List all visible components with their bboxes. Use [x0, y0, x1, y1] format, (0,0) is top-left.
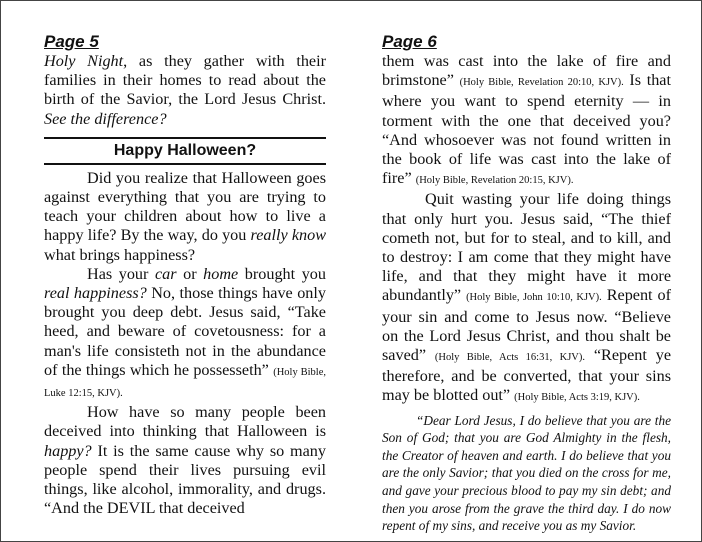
- intro-paragraph: Holy Night, as they gather with their families in their homes to read about the birth of the Savior, the Lord Jesus Christ. See the difference?: [44, 52, 326, 128]
- scripture-reference: (Holy Bible, Revelation 20:15, KJV).: [415, 175, 574, 187]
- scripture-reference: (Holy Bible, Revelation 20:10, KJV).: [459, 77, 624, 89]
- page-label-left: Page 5: [44, 32, 99, 51]
- scripture-reference: (Holy Bible, John 10:10, KJV).: [466, 292, 602, 304]
- prayer-paragraph: “Dear Lord Jesus, I do believe that you are the Son of God; that you are God Almighty in the flesh, the Creator of heaven and earth. I do believe that you are the only Savior; that you died on the cross for me, and gave your precious blood to pay my sin debt; and then you arose from the grave the third day. I do now repent of my sins, and receive you as my Savior.: [382, 412, 671, 534]
- page-label-right: Page 6: [382, 32, 437, 51]
- scripture-reference: (Holy Bible, Luke 12:15, KJV).: [44, 366, 326, 400]
- paragraph-deceived: How have so many people been deceived into thinking that Halloween is happy? It is the same cause why so many people spend their lives pursuing evil things, like alcohol, immorality, and drugs. “And the DEVIL that deceived: [44, 403, 326, 518]
- right-page: [382, 33, 671, 535]
- scripture-reference: (Holy Bible, Acts 16:31, KJV).: [434, 352, 586, 364]
- paragraph-realize: Did you realize that Halloween goes against everything that you are trying to teach your children about how to live a happy life? By the way, do you really know what brings happiness?: [44, 168, 326, 264]
- paragraph-quit-wasting: Quit wasting your life doing things that only hurt you. Jesus said, “The thief cometh not, but for to steal, and to kill, and to destroy: I am come that they might have life, and that they might have it more abundantly” (Holy Bible, John 10:10, KJV). Repent of your sin and come to Jesus now. “Believe on the Lord Jesus Christ, and thou shalt be saved” (Holy Bible, Acts 16:31, KJV). “Repent ye therefore, and be converted, that your sins may be blotted out” (Holy Bible, Acts 3:19, KJV).: [382, 190, 672, 405]
- scripture-reference: (Holy Bible, Acts 3:19, KJV).: [514, 392, 640, 404]
- section-heading: Happy Halloween?: [113, 141, 257, 159]
- paragraph-lake-of-fire: them was cast into the lake of fire and brimstone” (Holy Bible, Revelation 20:10, KJV). Is that where you want to spend eternity — in torment with the one that deceived you? “And whosoever was not found written in the book of life was cast into the lake of fire” (Holy Bible, Revelation 20:15, KJV).: [382, 52, 671, 188]
- left-page: [44, 33, 326, 518]
- section-heading-block: [44, 137, 326, 165]
- paragraph-car-home: Has your car or home brought you real happiness? No, those things have only brought you deep debt. Jesus said, “Take heed, and beware of covetousness: for a man's life consisteth not in the abundance of the things which he possesseth” (Holy Bible, Luke 12:15, KJV).: [44, 264, 326, 400]
- rule-bottom: [44, 163, 326, 165]
